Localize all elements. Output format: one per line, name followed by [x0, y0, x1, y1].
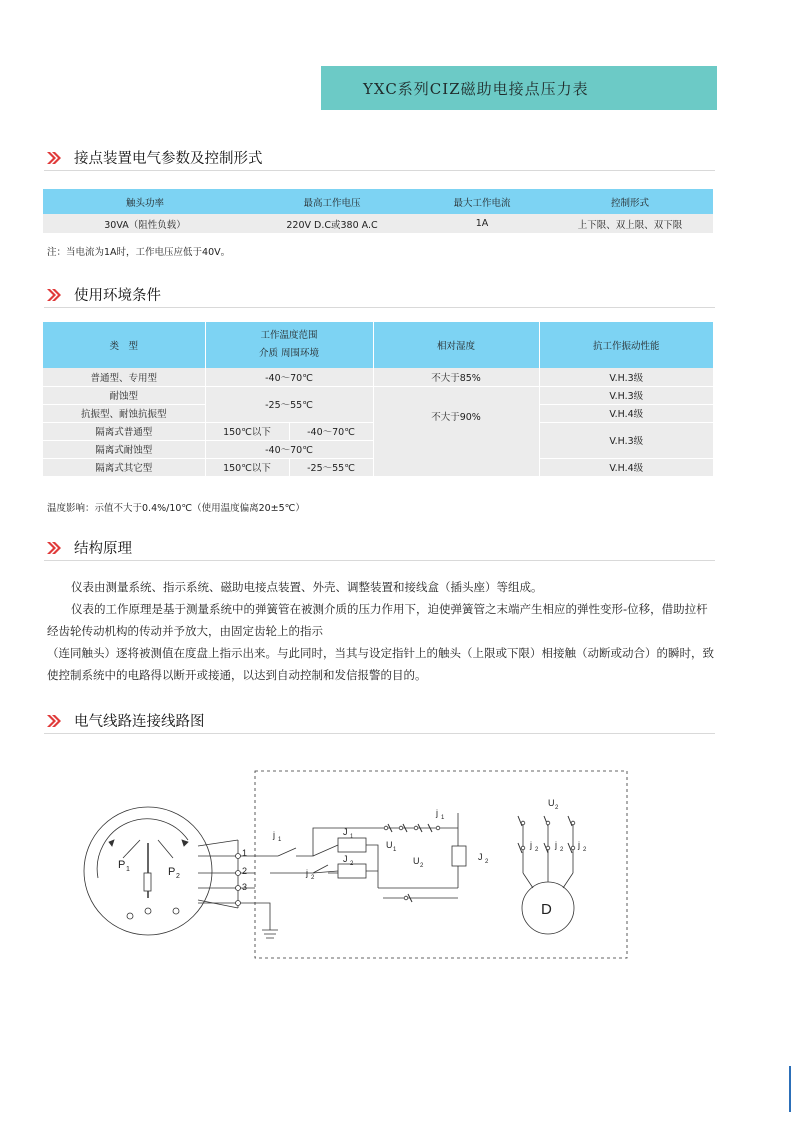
motor-label: D [541, 901, 552, 918]
double-chevron-icon [46, 714, 62, 728]
enclosure-border [255, 771, 627, 958]
temp-medium-cell: 150℃以下 [205, 422, 289, 440]
header-cell: 最高工作电压 [247, 189, 417, 214]
temp-cell: -40～70℃ [205, 440, 373, 458]
wiring-diagram [78, 768, 638, 963]
header-cell: 触头功率 [43, 189, 247, 214]
note-current: 注：当电流为1A时，工作电压应低于40V。 [47, 247, 231, 258]
section-header-electrical [44, 146, 715, 171]
label-j: j [273, 830, 275, 840]
section-title: 电气线路连接线路图 [74, 714, 205, 730]
type-cell: 隔离式耐蚀型 [43, 440, 205, 458]
setpoint-p1 [123, 840, 140, 858]
paragraph: 仪表的工作原理是基于测量系统中的弹簧管在被测介质的压力作用下，迫使弹簧管之末端产生相应的弹性变形-位移，借助拉杆经齿轮传动机构的传动并予放大，由固定齿轮上的指示 [47, 602, 708, 638]
label-sub: 2 [350, 861, 354, 867]
label-j: j [530, 840, 532, 850]
label-sub: 2 [176, 873, 180, 880]
label-j: j [555, 840, 557, 850]
type-cell: 隔离式其它型 [43, 458, 205, 476]
label-sub: 1 [393, 847, 397, 853]
temp-cell: -40～70℃ [205, 368, 373, 386]
table-cell: 30VA（阻性负载） [43, 214, 247, 233]
table-cell: 220V D.C或380 A.C [247, 214, 417, 233]
terminal-label: 2 [242, 866, 248, 876]
section-title: 结构原理 [74, 541, 132, 557]
header-temperature-sub: 介质 周围环境 [258, 348, 320, 359]
type-cell: 隔离式普通型 [43, 422, 205, 440]
label-sub: 2 [583, 847, 587, 853]
label-j: j [436, 808, 438, 818]
label-sub: 2 [555, 805, 559, 811]
paragraph: 仪表由测量系统、指示系统、磁助电接点装置、外壳、调整装置和接线盒（插头座）等组成。 [71, 580, 543, 594]
double-chevron-icon [46, 541, 62, 555]
table-cell: 1A [417, 214, 547, 233]
environment-table [43, 322, 713, 477]
electrical-params-table [43, 189, 713, 233]
label-J: J [343, 854, 348, 864]
setpoint-p2 [158, 840, 173, 858]
header-humidity: 相对湿度 [373, 322, 539, 368]
double-chevron-icon [46, 151, 62, 165]
section-header-wiring [44, 709, 715, 734]
label-U: U [548, 798, 555, 808]
table-cell: 上下限、双上限、双下限 [547, 214, 713, 233]
label-j: j [578, 840, 580, 850]
page-title [321, 66, 717, 110]
label-U: U [413, 856, 420, 866]
double-chevron-icon [46, 288, 62, 302]
label-sub: 2 [560, 847, 564, 853]
section-title: 使用环境条件 [74, 288, 161, 304]
header-temperature [205, 322, 373, 368]
vibration-cell: V.H.4级 [539, 458, 713, 476]
temp-cell: -25～55℃ [205, 386, 373, 422]
paragraph: （连同触头）逐将被测值在度盘上指示出来。与此同时，当其与设定指针上的触头（上限或下限）相接触（动断或动合）的瞬时，致使控制系统中的电路得以断开或接通，以达到自动控制和发信报警的目的。 [47, 646, 714, 682]
section-header-structure [44, 536, 715, 561]
header-cell: 最大工作电流 [417, 189, 547, 214]
header-cell: 控制形式 [547, 189, 713, 214]
section-header-environment [44, 283, 715, 308]
vibration-cell: V.H.3级 [539, 368, 713, 386]
type-cell: 抗振型、耐蚀抗振型 [43, 404, 205, 422]
section-title: 接点装置电气参数及控制形式 [74, 151, 263, 167]
label-sub: 2 [485, 859, 489, 865]
type-cell: 耐蚀型 [43, 386, 205, 404]
header-type: 类 型 [43, 322, 205, 368]
humidity-cell: 不大于90% [373, 386, 539, 476]
header-temperature-label: 工作温度范围 [260, 330, 318, 341]
vibration-cell: V.H.3级 [539, 386, 713, 404]
ground-icon [255, 903, 278, 938]
label-J: J [343, 827, 348, 837]
pivot [173, 908, 179, 914]
table-header-row [43, 322, 713, 368]
structure-text [47, 576, 715, 686]
gauge-housing [198, 840, 238, 908]
pivot [145, 908, 151, 914]
table-header-row [43, 189, 713, 214]
pointer-hub [144, 873, 151, 891]
label-sub: 1 [126, 866, 130, 873]
label-U: U [386, 840, 393, 850]
type-cell: 普通型、专用型 [43, 368, 205, 386]
label-p: P [168, 866, 176, 878]
header-vibration: 抗工作振动性能 [539, 322, 713, 368]
label-J: J [478, 852, 483, 862]
label-j: j [306, 868, 308, 878]
note-temperature: 温度影响：示值不大于0.4%/10℃（使用温度偏离20±5℃） [47, 503, 305, 514]
temp-medium-cell: 150℃以下 [205, 458, 289, 476]
pivot [127, 913, 133, 919]
terminal-label: 3 [242, 882, 248, 892]
terminal-label: 1 [242, 848, 248, 858]
label-sub: 2 [535, 847, 539, 853]
vibration-cell: V.H.3级 [539, 422, 713, 458]
table-row [43, 368, 713, 386]
label-sub: 1 [441, 815, 445, 821]
temp-env-cell: -25～55℃ [289, 458, 373, 476]
relay-circuit [255, 813, 466, 902]
table-row [43, 214, 713, 233]
vibration-cell: V.H.4级 [539, 404, 713, 422]
label-sub: 1 [278, 837, 282, 843]
humidity-cell: 不大于85% [373, 368, 539, 386]
temp-env-cell: -40～70℃ [289, 422, 373, 440]
page-title-text: YXC系列CIZ磁助电接点压力表 [363, 79, 589, 98]
label-sub: 1 [350, 834, 354, 840]
label-sub: 2 [420, 863, 424, 869]
edge-accent-bar [789, 1066, 791, 1112]
table-row [43, 386, 713, 404]
label-sub: 2 [311, 875, 315, 881]
label-p: P [118, 859, 126, 871]
